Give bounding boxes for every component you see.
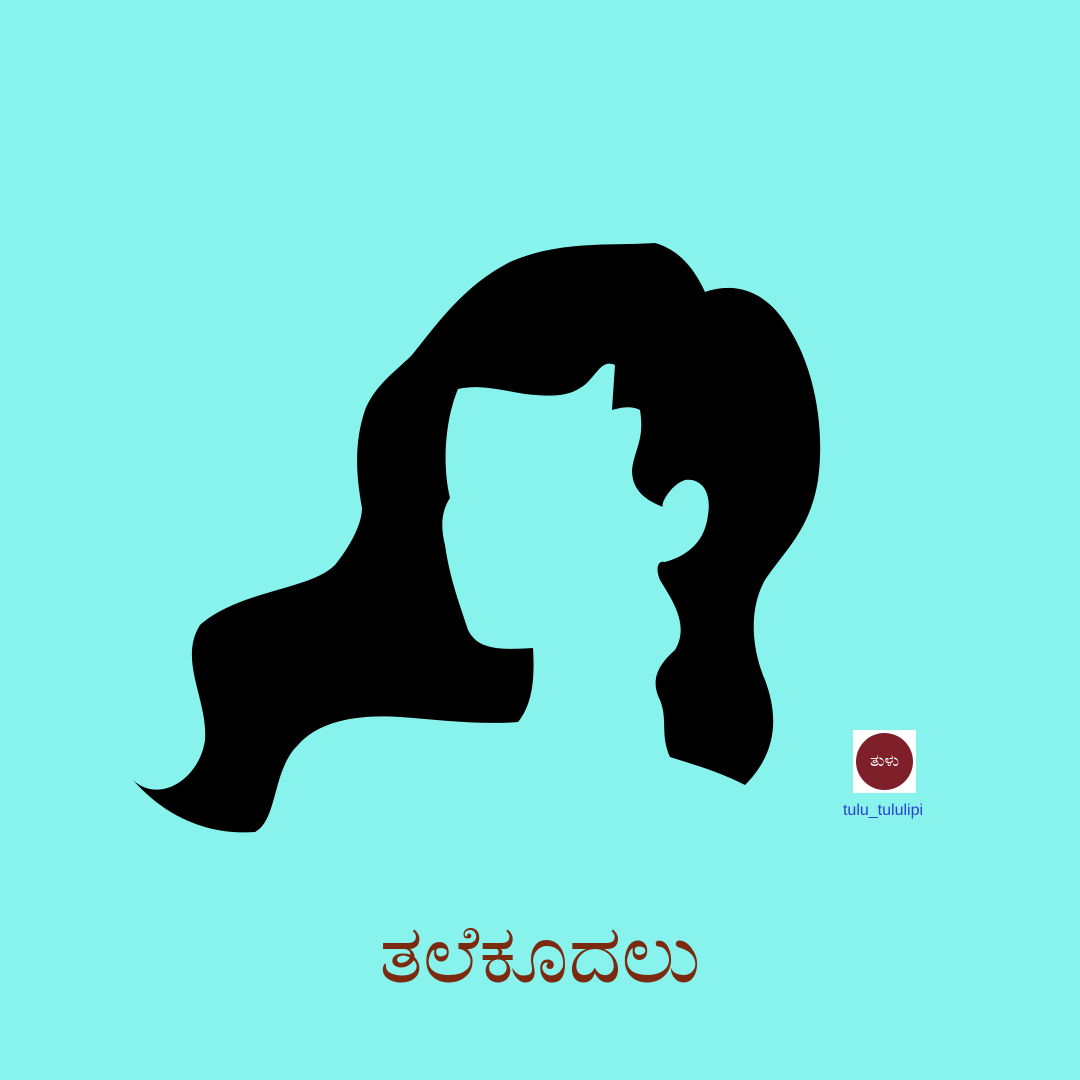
tulu-script-logo-icon bbox=[856, 733, 913, 790]
word-title: ತಲೆಕೂದಲು bbox=[379, 907, 701, 1002]
hair-silhouette bbox=[133, 243, 820, 832]
brand-logo bbox=[853, 730, 916, 793]
social-handle: tulu_tululipi bbox=[842, 802, 924, 819]
logo-text: ತುಳು bbox=[869, 751, 900, 771]
